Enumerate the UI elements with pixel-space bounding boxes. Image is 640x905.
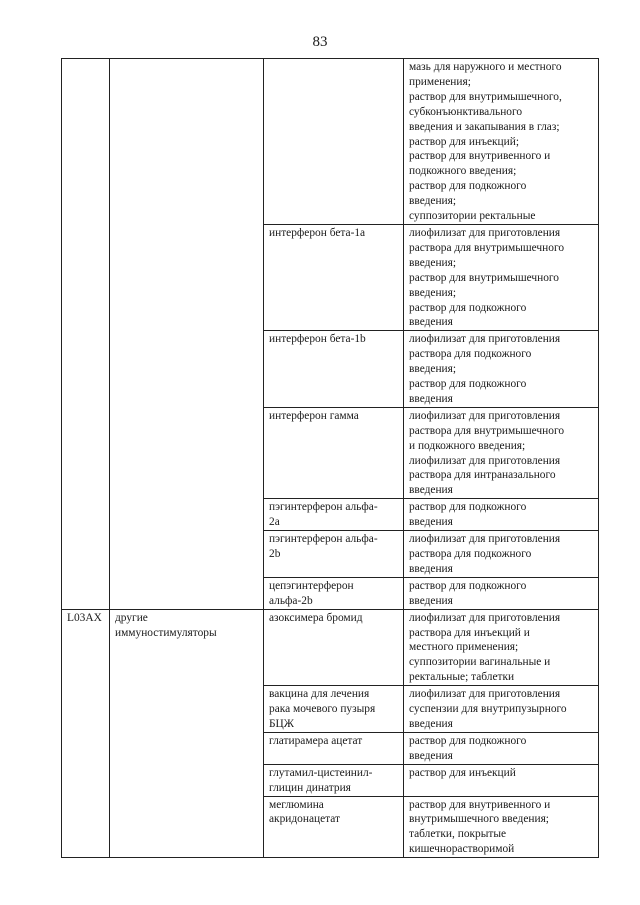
medication-table	[61, 58, 599, 858]
dosage-form-line: таблетки, покрытые	[409, 828, 507, 841]
dosage-form-cell	[404, 531, 599, 578]
atc-code: L03AX	[67, 611, 102, 624]
dosage-form-cell	[404, 331, 599, 408]
dosage-form-line: раствор для подкожного	[409, 734, 527, 747]
dosage-form-cell	[404, 764, 599, 796]
drug-name-cell	[264, 732, 404, 764]
dosage-form-cell	[404, 732, 599, 764]
dosage-form-line: мазь для наружного и местного	[409, 61, 562, 73]
drug-name-line: 2b	[269, 548, 281, 560]
dosage-form-line: введения	[409, 316, 453, 329]
dosage-form-line: применения;	[409, 75, 471, 88]
dosage-form-line: лиофилизат для приготовления	[409, 333, 561, 346]
drug-name-cell	[264, 224, 404, 330]
drug-name-line: глицин динатрия	[269, 781, 351, 794]
dosage-form-line: раствора для интраназального	[409, 469, 556, 482]
dosage-form-line: введения	[409, 749, 453, 762]
drug-name-cell	[264, 796, 404, 858]
dosage-form-line: раствор для инъекций;	[409, 135, 520, 148]
atc-code-cell	[62, 59, 110, 610]
dosage-form-line: раствор для внутримышечного,	[409, 90, 562, 103]
drug-name-line: акридонацетат	[269, 813, 341, 826]
dosage-form-cell	[404, 224, 599, 330]
dosage-form-cell	[404, 499, 599, 531]
dosage-form-line: суппозитории вагинальные и	[409, 656, 551, 669]
dosage-form-cell	[404, 59, 599, 225]
dosage-form-line: раствор для подкожного	[409, 378, 527, 391]
drug-name-line: глатирамера ацетат	[269, 734, 363, 747]
atc-group-line: иммуностимуляторы	[115, 626, 217, 639]
drug-name-line: цепэгинтерферон	[269, 579, 354, 592]
dosage-form-line: введения	[409, 484, 453, 497]
dosage-form-line: лиофилизат для приготовления	[409, 533, 561, 546]
dosage-form-cell	[404, 686, 599, 733]
drug-name-line: интерферон бета-1a	[269, 226, 366, 239]
drug-name-cell	[264, 686, 404, 733]
dosage-form-line: и подкожного введения;	[409, 439, 526, 452]
drug-name-line: БЦЖ	[269, 717, 294, 730]
dosage-form-line: введения;	[409, 256, 457, 269]
dosage-form-line: раствора для инъекций и	[409, 626, 530, 639]
dosage-form-line: лиофилизат для приготовления	[409, 409, 561, 422]
drug-name-cell	[264, 59, 404, 225]
atc-code-cell	[62, 609, 110, 858]
dosage-form-cell	[404, 796, 599, 858]
drug-name-line: 2a	[269, 516, 280, 529]
dosage-form-line: раствор для внутривенного и	[409, 798, 551, 811]
drug-name-cell	[264, 331, 404, 408]
dosage-form-line: местного применения;	[409, 641, 519, 654]
dosage-form-line: раствор для внутривенного и	[409, 150, 551, 163]
drug-name-cell	[264, 764, 404, 796]
dosage-form-line: раствор для подкожного	[409, 501, 527, 514]
dosage-form-line: введения	[409, 516, 453, 529]
drug-name-line: меглюмина	[269, 798, 324, 811]
table-row	[62, 609, 599, 686]
dosage-form-cell	[404, 577, 599, 609]
drug-name-line: вакцина для лечения	[269, 688, 370, 701]
drug-name-cell	[264, 577, 404, 609]
dosage-form-line: введения	[409, 717, 453, 730]
dosage-form-cell	[404, 407, 599, 498]
dosage-form-line: ректальные; таблетки	[409, 671, 515, 684]
dosage-form-line: лиофилизат для приготовления	[409, 611, 561, 624]
drug-name-line: пэгинтерферон альфа-	[269, 501, 378, 514]
drug-name-line: азоксимера бромид	[269, 611, 363, 624]
dosage-form-line: суппозитории ректальные	[409, 210, 536, 223]
dosage-form-line: введения;	[409, 363, 457, 376]
atc-group-line: другие	[115, 611, 148, 624]
drug-name-line: интерферон гамма	[269, 409, 359, 422]
atc-group-cell	[110, 609, 264, 858]
drug-name-cell	[264, 499, 404, 531]
dosage-form-line: раствор для подкожного	[409, 301, 527, 314]
dosage-form-line: введения	[409, 562, 453, 575]
drug-name-line: альфа-2b	[269, 594, 313, 607]
dosage-form-line: раствора для внутримышечного	[409, 241, 565, 254]
dosage-form-line: введения и закапывания в глаз;	[409, 120, 560, 133]
table-row	[62, 59, 599, 225]
dosage-form-line: раствора для подкожного	[409, 348, 532, 361]
dosage-form-line: раствора для внутримышечного	[409, 424, 565, 437]
drug-name-cell	[264, 531, 404, 578]
dosage-form-cell	[404, 609, 599, 686]
dosage-form-line: введения;	[409, 286, 457, 299]
drug-name-line: пэгинтерферон альфа-	[269, 533, 378, 546]
dosage-form-line: раствор для подкожного	[409, 579, 527, 592]
dosage-form-line: лиофилизат для приготовления	[409, 226, 561, 239]
dosage-form-line: суспензии для внутрипузырного	[409, 703, 567, 716]
dosage-form-line: введения;	[409, 195, 457, 208]
dosage-form-line: лиофилизат для приготовления	[409, 454, 561, 467]
dosage-form-line: лиофилизат для приготовления	[409, 688, 561, 701]
dosage-form-line: введения	[409, 594, 453, 607]
page-number: 83	[312, 34, 328, 50]
dosage-form-line: раствор для инъекций	[409, 766, 516, 779]
drug-name-line: рака мочевого пузыря	[269, 703, 376, 716]
dosage-form-line: субконъюнктивального	[409, 105, 523, 118]
drug-name-cell	[264, 609, 404, 686]
dosage-form-line: введения	[409, 392, 453, 405]
dosage-form-line: внутримышечного введения;	[409, 813, 549, 826]
dosage-form-line: подкожного введения;	[409, 165, 517, 178]
drug-name-line: глутамил-цистеинил-	[269, 766, 373, 779]
dosage-form-line: раствор для подкожного	[409, 180, 527, 193]
drug-name-cell	[264, 407, 404, 498]
dosage-form-line: раствор для внутримышечного	[409, 271, 559, 284]
dosage-form-line: раствора для подкожного	[409, 548, 532, 560]
atc-group-cell	[110, 59, 264, 610]
drug-name-line: интерферон бета-1b	[269, 333, 366, 346]
dosage-form-line: кишечнорастворимой	[409, 843, 515, 856]
